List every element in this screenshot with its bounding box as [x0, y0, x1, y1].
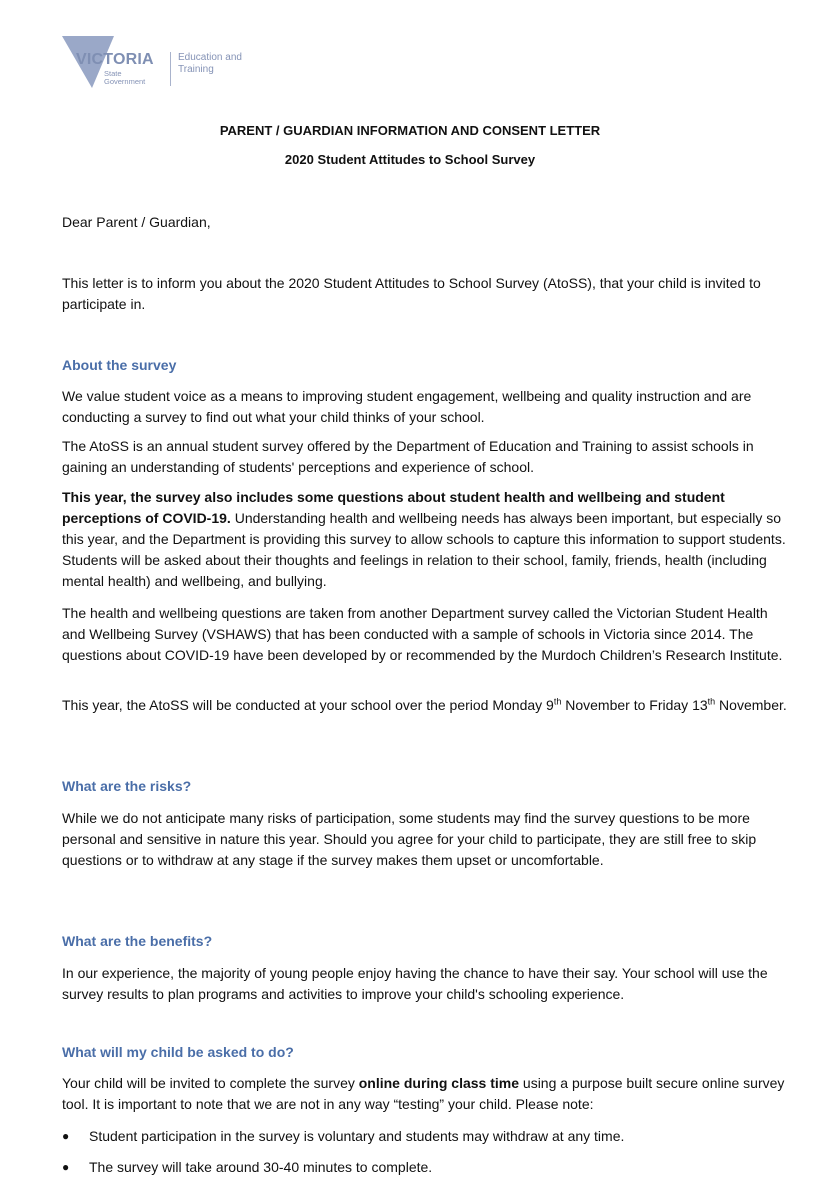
intro-paragraph: This letter is to inform you about the 2020 Student Attitudes to School Survey (AtoSS), that your child is invited to participate in. — [62, 275, 761, 312]
about-paragraph-1: We value student voice as a means to improving student engagement, wellbeing and quality instruction and are conducting a survey to find out what your child thinks of your school. — [62, 388, 752, 425]
dates-text-b: November to Friday 13 — [561, 697, 708, 713]
dates-text-c: November. — [715, 697, 787, 713]
dates-sup-1: th — [553, 696, 562, 707]
logo-wordmark: VICTORIA — [76, 51, 154, 68]
logo-subline-1: State — [104, 69, 122, 78]
salutation: Dear Parent / Guardian, — [62, 214, 211, 230]
bullet-icon: ● — [62, 1160, 70, 1174]
about-paragraph-2: The AtoSS is an annual student survey offered by the Department of Education and Training to assist schools in gaining an understanding of students' perceptions and experience of school. — [62, 438, 754, 475]
letter-subtitle: 2020 Student Attitudes to School Survey — [284, 152, 536, 167]
dates-text-a: This year, the AtoSS will be conducted at your school over the period Monday 9 — [62, 697, 554, 713]
about-paragraph-4: The health and wellbeing questions are taken from another Department survey called the Victorian Student Health and Wellbeing Survey (VSHAWS) that has been conducted with a sample of schools in Victoria since 2014. The questions about COVID-19 have been developed by or recommended by the Murdoch Children’s Research Institute. — [62, 605, 783, 663]
logo-divider — [170, 52, 171, 86]
about-paragraph-3-rest: Understanding health and wellbeing needs has always been important, but especially so this year, and the Department is providing this survey to allow schools to capture this information to support students. Students will be asked about their thoughts and feelings in relation to their school, family, friends, health (including mental health) and wellbeing, and bullying. — [62, 510, 786, 589]
bullet-text: Student participation in the survey is voluntary and students may withdraw at any time. — [89, 1128, 625, 1144]
heading-child-asked: What will my child be asked to do? — [62, 1044, 294, 1060]
victoria-logo-mark — [62, 36, 170, 92]
benefits-paragraph: In our experience, the majority of young people enjoy having the chance to have their say. Your school will use the survey results to plan programs and activities to improve your child's schooling experience. — [62, 965, 768, 1002]
victoria-education-logo — [62, 36, 242, 92]
about-paragraph-5 — [62, 695, 792, 716]
risks-paragraph: While we do not anticipate many risks of participation, some students may find the survey questions to be more personal and sensitive in nature this year. Should you agree for your child to participate, they are still free to skip questions or to withdraw at any stage if the survey makes them upset or uncomfortable. — [62, 810, 757, 868]
asked-bold: online during class time — [358, 1075, 520, 1091]
about-paragraph-3 — [62, 487, 792, 592]
heading-about-survey: About the survey — [62, 357, 177, 373]
about-paragraph-3-bold: This year, the survey also includes some questions about student health and wellbeing and student perceptions of COVID-19. — [62, 489, 725, 526]
bullet-icon: ● — [62, 1129, 70, 1143]
dates-sup-2: th — [707, 696, 716, 707]
heading-benefits: What are the benefits? — [62, 933, 213, 949]
asked-paragraph — [62, 1073, 792, 1115]
letter-title: PARENT / GUARDIAN INFORMATION AND CONSENT LETTER — [219, 123, 601, 138]
heading-risks: What are the risks? — [62, 778, 192, 794]
logo-subline-2: Government — [104, 77, 146, 86]
asked-text-a: Your child will be invited to complete the survey — [62, 1075, 359, 1091]
logo-department: Education and Training — [178, 52, 242, 75]
bullet-text: The survey will take around 30-40 minutes to complete. — [89, 1159, 433, 1175]
asked-text-b: using a purpose built secure online survey tool. It is important to note that we are not in any way “testing” your child. Please note: — [62, 1075, 785, 1112]
